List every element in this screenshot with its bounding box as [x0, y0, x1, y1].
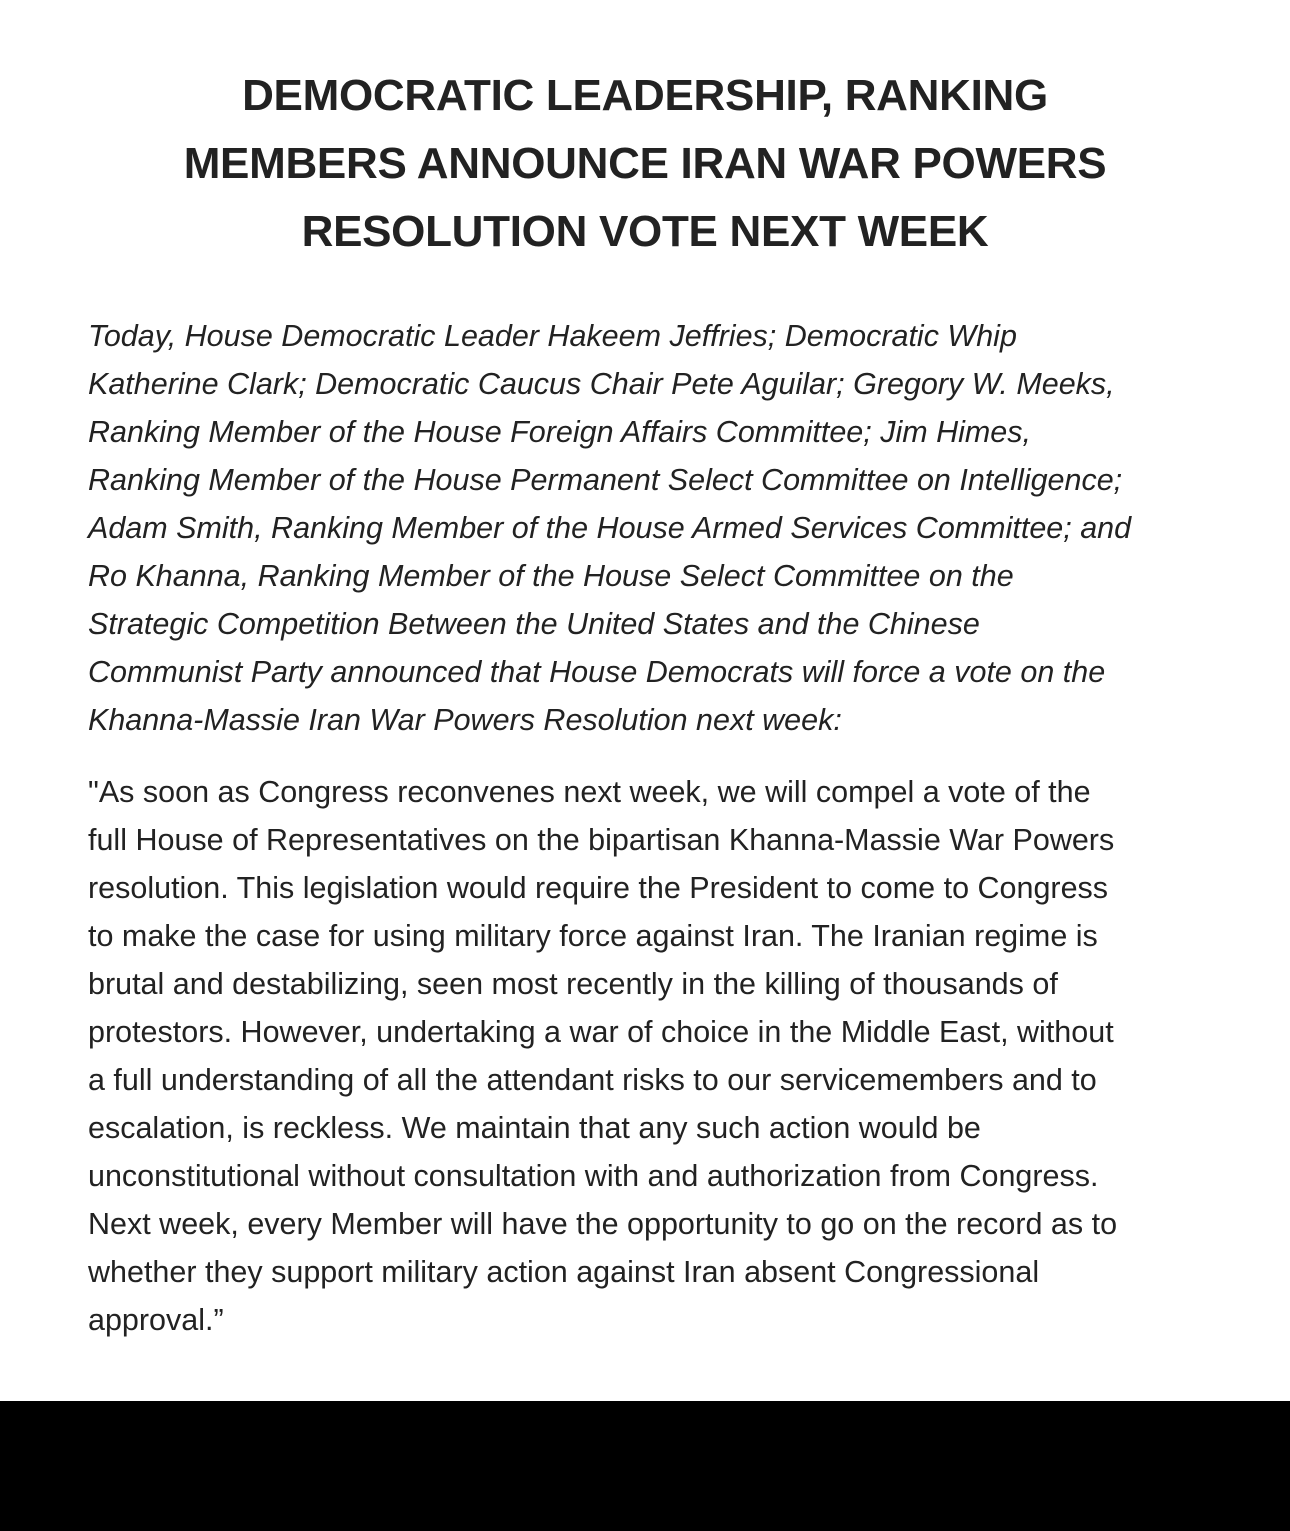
quote-line: to make the case for using military force against Iran. The Iranian regime is — [88, 919, 1098, 953]
quote-line: Next week, every Member will have the opportunity to go on the record as to — [88, 1207, 1118, 1241]
bottom-black-bar — [0, 1401, 1290, 1531]
intro-line: Adam Smith, Ranking Member of the House Armed Services Committee; and — [88, 511, 1132, 545]
intro-line: Today, House Democratic Leader Hakeem Jeffries; Democratic Whip — [88, 319, 1017, 353]
quote-line: brutal and destabilizing, seen most recently in the killing of thousands of — [88, 967, 1058, 1001]
quote-line: protestors. However, undertaking a war of choice in the Middle East, without — [88, 1015, 1114, 1049]
intro-paragraph — [88, 312, 1198, 744]
intro-line: Ranking Member of the House Permanent Select Committee on Intelligence; — [88, 463, 1123, 497]
intro-line: Khanna-Massie Iran War Powers Resolution next week: — [88, 703, 842, 737]
quote-line: approval.” — [88, 1303, 224, 1337]
intro-line: Ro Khanna, Ranking Member of the House Select Committee on the — [88, 559, 1014, 593]
quote-line: whether they support military action against Iran absent Congressional — [88, 1255, 1040, 1289]
quote-line: unconstitutional without consultation with and authorization from Congress. — [88, 1159, 1099, 1193]
quote-line: full House of Representatives on the bipartisan Khanna-Massie War Powers — [88, 823, 1115, 857]
quote-line: escalation, is reckless. We maintain that any such action would be — [88, 1111, 981, 1145]
headline-line: RESOLUTION VOTE NEXT WEEK — [301, 207, 989, 256]
intro-line: Communist Party announced that House Democrats will force a vote on the — [88, 655, 1106, 689]
intro-line: Ranking Member of the House Foreign Affairs Committee; Jim Himes, — [88, 415, 1031, 449]
headline-line: MEMBERS ANNOUNCE IRAN WAR POWERS — [183, 139, 1107, 188]
quote-line: resolution. This legislation would require the President to come to Congress — [88, 871, 1109, 905]
intro-line: Strategic Competition Between the United States and the Chinese — [88, 607, 980, 641]
statement-quote — [88, 768, 1188, 1344]
quote-line: "As soon as Congress reconvenes next week, we will compel a vote of the — [88, 775, 1091, 809]
quote-line: a full understanding of all the attendant risks to our servicemembers and to — [88, 1063, 1097, 1097]
intro-line: Katherine Clark; Democratic Caucus Chair Pete Aguilar; Gregory W. Meeks, — [88, 367, 1115, 401]
headline — [100, 62, 1190, 266]
headline-line: DEMOCRATIC LEADERSHIP, RANKING — [242, 71, 1048, 120]
